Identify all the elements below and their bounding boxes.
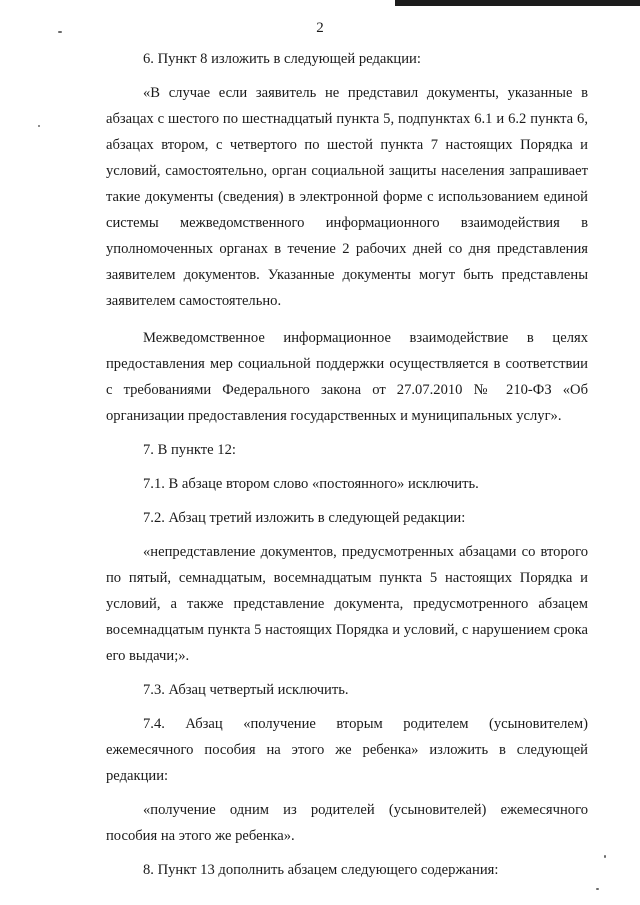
scan-speck [604,855,606,858]
paragraph-interagency: Межведомственное информационное взаимодействие в целях предоставления мер социальной поддержки осуществляется в соответствии с требованиями Федерального закона от 27.07.2010 № 210-ФЗ «Об организации предоставления государственных и муниципальных услуг». [106,330,588,424]
scan-speck [38,125,40,127]
paragraph-item-7-1: 7.1. В абзаце втором слово «постоянного» исключить. [143,476,479,492]
paragraph-item-6-text: «В случае если заявитель не представил документы, указанные в абзацах с шестого по шестнадцатый пункта 5, подпунктах 6.1 и 6.2 пункта 6, абзацах втором, с четвертого по шестой пункта 7 настоящих Порядка и условий, самостоятельно, орган социальной защиты населения запрашивает такие документы (сведения) в электронной форме с использованием единой системы межведомственного информационного взаимодействия в уполномоченных органах в течение 2 рабочих дней со дня представления заявителем документов. Указанные документы могут быть представлены заявителем самостоятельно. [106,85,588,309]
paragraph-item-7-2-text: «непредставление документов, предусмотренных абзацами со второго по пятый, семнадцатым, восемнадцатым пункта 5 настоящих Порядка и условий, а также представление документа, предусмотренного абзацем восемнадцатым пункта 5 настоящих Порядка и условий, с нарушением срока его выдачи;». [106,544,588,664]
scan-edge [395,0,640,6]
paragraph-item-6: 6. Пункт 8 изложить в следующей редакции: [143,51,421,67]
document-body [106,46,588,883]
paragraph-item-7-3: 7.3. Абзац четвертый исключить. [143,682,349,698]
paragraph-item-7-2: 7.2. Абзац третий изложить в следующей редакции: [143,510,466,526]
page-number: 2 [316,20,324,36]
paragraph-item-8: 8. Пункт 13 дополнить абзацем следующего содержания: [143,862,499,878]
paragraph-item-7: 7. В пункте 12: [143,442,236,458]
paragraph-item-7-4-text: «получение одним из родителей (усыновителей) ежемесячного пособия на этого же ребенка». [106,802,588,844]
scan-speck [596,888,599,890]
paragraph-item-7-4: 7.4. Абзац «получение вторым родителем (усыновителем) ежемесячного пособия на этого же ребенка» изложить в следующей редакции: [106,716,588,784]
